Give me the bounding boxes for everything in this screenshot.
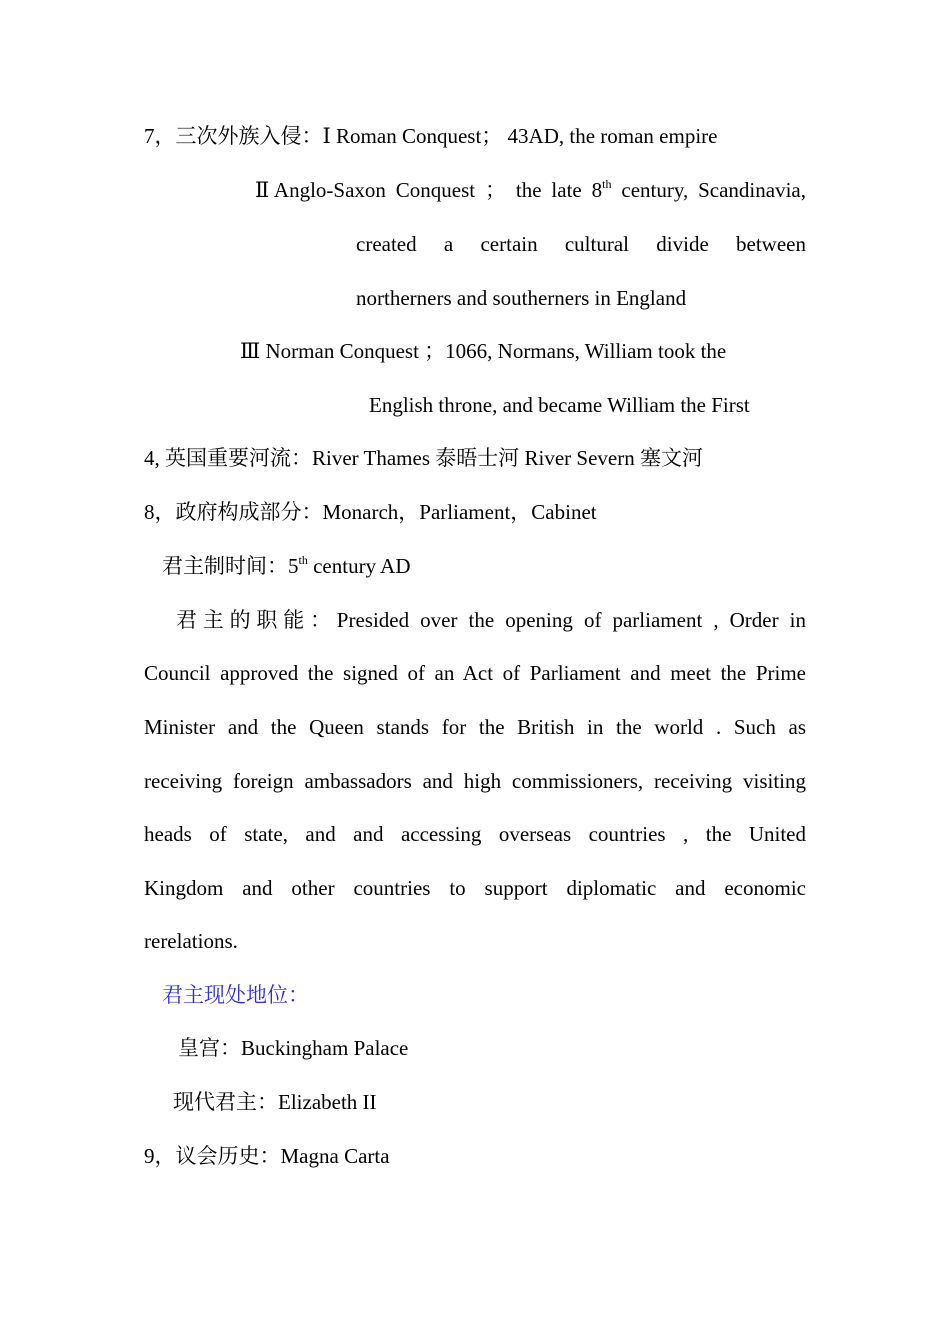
monarch-functions-line-3: Minister and the Queen stands for the British in the world . Such as [144,715,806,739]
anglo-saxon-text-b: century, Scandinavia, [611,178,806,202]
modern-monarch-line: 现代君主：Elizabeth II [173,1090,377,1114]
anglo-saxon-conquest-line [255,178,806,203]
monarch-functions-line-2: Council approved the signed of an Act of Parliament and meet the Prime [144,661,806,685]
monarch-functions-line-7: rerelations. [144,929,238,953]
item-9-parliament-history: 9，议会历史：Magna Carta [144,1144,390,1168]
monarchy-time-line [162,554,411,579]
superscript-th: th [298,553,308,567]
anglo-saxon-continuation-1: created a certain cultural divide between [356,232,806,256]
item-4-rivers: 4, 英国重要河流：River Thames 泰晤士河 River Severn 塞文河 [144,446,703,470]
monarch-functions-line-4: receiving foreign ambassadors and high commissioners, receiving visiting [144,769,806,793]
royal-palace-line: 皇宫：Buckingham Palace [178,1036,409,1060]
norman-conquest-continuation: English throne, and became William the First [369,393,750,417]
monarch-functions-line-5: heads of state, and and accessing overseas countries , the United [144,822,806,846]
anglo-saxon-text-a: ⅡAnglo-Saxon Conquest ； the late 8 [255,178,603,202]
anglo-saxon-continuation-2: northerners and southerners in England [356,286,687,310]
monarchy-time-b: century AD [307,554,411,578]
monarch-functions-line-6: Kingdom and other countries to support diplomatic and economic [144,876,806,900]
monarchy-time-a: 君主制时间：5 [162,554,299,578]
monarch-functions-line-1: 君主的职能：Presided over the opening of parliament , Order in [176,608,806,632]
item-7-foreign-invasions: 7，三次外族入侵：Ⅰ Roman Conquest； 43AD, the roman empire [144,124,718,148]
norman-conquest-line: Ⅲ Norman Conquest ；1066, Normans, William took the [240,339,727,363]
superscript-th: th [602,177,612,191]
item-8-government: 8，政府构成部分：Monarch，Parliament，Cabinet [144,500,597,524]
monarch-status-heading: 君主现处地位： [162,983,309,1007]
